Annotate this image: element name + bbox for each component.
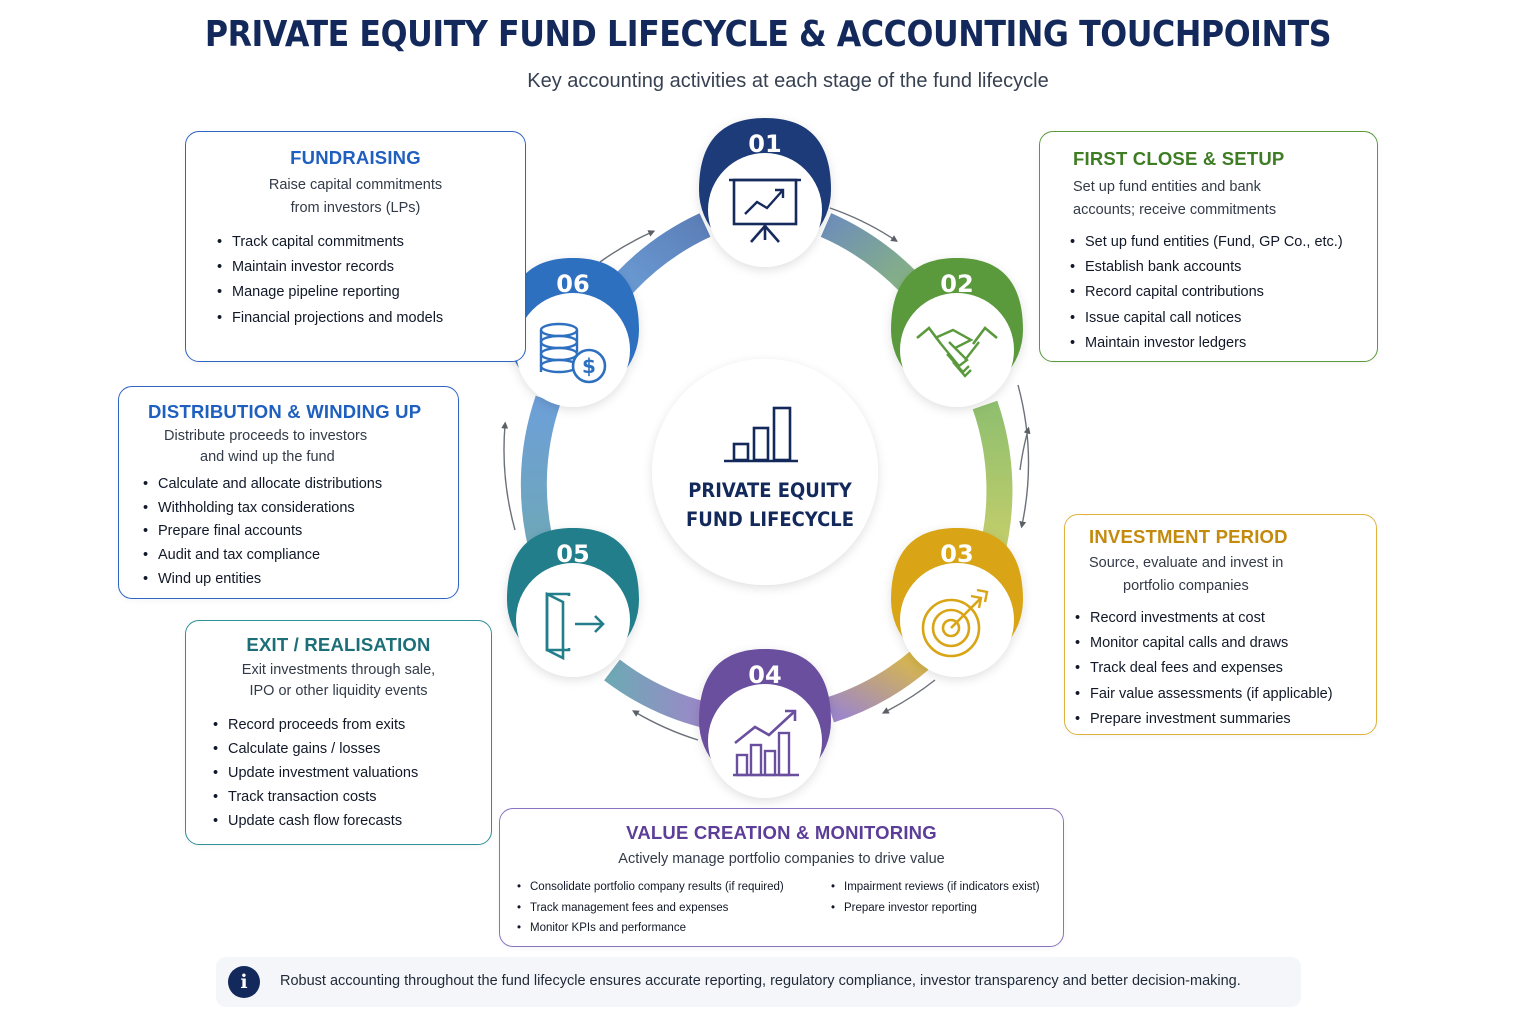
list-item: • Calculate and allocate distributions	[143, 473, 458, 497]
card-description	[1089, 552, 1376, 598]
stage-number: 02	[940, 270, 974, 298]
list-item: • Track transaction costs	[213, 785, 491, 809]
card-description-line: IPO or other liquidity events	[249, 683, 428, 699]
card-title: FUNDRAISING	[290, 147, 421, 168]
list-item: • Wind up entities	[143, 568, 458, 592]
info-banner	[216, 957, 1301, 1007]
card-description-line: Set up fund entities and bank	[1073, 179, 1261, 195]
card-description-line: Distribute proceeds to investors	[164, 428, 368, 444]
stage-number: 01	[748, 130, 782, 158]
stage-badge-02	[891, 258, 1023, 407]
badge-inner-circle	[708, 684, 822, 798]
list-item: • Track capital commitments	[217, 230, 525, 255]
stage-number: 05	[556, 540, 590, 568]
list-item: • Establish bank accounts	[1070, 255, 1377, 280]
center-label	[669, 476, 871, 534]
card-list	[1070, 230, 1377, 356]
list-item: • Manage pipeline reporting	[217, 280, 525, 305]
card-description-line: Raise capital commitments	[268, 177, 443, 193]
list-item: • Record proceeds from exits	[213, 713, 491, 737]
list-item: • Update investment valuations	[213, 761, 491, 785]
card-title: DISTRIBUTION & WINDING UP	[148, 401, 422, 422]
card-list	[213, 713, 491, 833]
list-item: • Track management fees and expenses	[517, 898, 831, 919]
card-title: INVESTMENT PERIOD	[1089, 526, 1288, 547]
arrow-2-3	[1018, 385, 1028, 525]
stage-badge-04	[699, 649, 831, 798]
list-item: • Issue capital call notices	[1070, 306, 1377, 331]
card-list	[517, 877, 831, 939]
stage-number: 03	[940, 540, 974, 568]
card-list	[217, 230, 525, 331]
list-item: • Monitor capital calls and draws	[1075, 631, 1376, 656]
badge-inner-circle	[900, 563, 1014, 677]
list-item: • Record investments at cost	[1075, 606, 1376, 631]
list-item: • Prepare investor reporting	[831, 898, 1040, 919]
card-description	[119, 426, 458, 468]
card-title: VALUE CREATION & MONITORING	[626, 822, 937, 843]
card-exit	[185, 620, 492, 845]
card-fundraising	[185, 131, 526, 362]
card-list	[1075, 606, 1376, 732]
ring-segment-3-4	[830, 660, 920, 710]
ring-segment-4-5	[612, 670, 705, 715]
list-item: • Consolidate portfolio company results (if required)	[517, 877, 831, 898]
page-subtitle: Key accounting activities at each stage of the fund lifecycle	[527, 70, 1049, 92]
list-item: • Track deal fees and expenses	[1075, 656, 1376, 681]
list-item: • Audit and tax compliance	[143, 544, 458, 568]
card-description: Actively manage portfolio companies to drive value	[618, 851, 945, 867]
list-item: • Financial projections and models	[217, 306, 525, 331]
card-list-columns	[517, 877, 1063, 939]
center-circle	[652, 359, 878, 585]
stage-number: 06	[556, 270, 590, 298]
card-description	[186, 660, 491, 702]
list-item: • Monitor KPIs and performance	[517, 918, 831, 939]
list-item: • Withholding tax considerations	[143, 497, 458, 521]
card-description	[186, 174, 525, 220]
stage-badge-01	[699, 118, 831, 267]
center-label-line1: PRIVATE EQUITY	[688, 479, 852, 502]
card-first-close	[1039, 131, 1378, 362]
arrow-5-6	[504, 425, 515, 530]
card-description-line: and wind up the fund	[200, 449, 335, 465]
list-item: • Set up fund entities (Fund, GP Co., etc.)	[1070, 230, 1377, 255]
list-item: • Maintain investor records	[217, 255, 525, 280]
stage-badge-05	[507, 528, 639, 677]
card-description	[1073, 176, 1377, 222]
list-item: • Fair value assessments (if applicable)	[1075, 682, 1376, 707]
card-description-line: portfolio companies	[1123, 578, 1249, 594]
list-item: • Record capital contributions	[1070, 280, 1377, 305]
list-item: • Calculate gains / losses	[213, 737, 491, 761]
card-investment-period	[1064, 514, 1377, 735]
list-item: • Maintain investor ledgers	[1070, 331, 1377, 356]
card-description-line: Exit investments through sale,	[241, 662, 436, 678]
card-description-line: accounts; receive commitments	[1073, 202, 1277, 218]
list-item: • Prepare investment summaries	[1075, 707, 1376, 732]
list-item: • Impairment reviews (if indicators exist)	[831, 877, 1040, 898]
card-description-line: Source, evaluate and invest in	[1089, 555, 1284, 571]
info-icon: i	[228, 966, 260, 998]
list-item: • Update cash flow forecasts	[213, 809, 491, 833]
page-title: PRIVATE EQUITY FUND LIFECYCLE & ACCOUNTING TOUCHPOINTS	[204, 14, 1332, 55]
arrow-2-3b	[1020, 430, 1028, 470]
svg-text:$: $	[582, 354, 596, 378]
card-list	[143, 473, 458, 592]
center-label-line2: FUND LIFECYCLE	[686, 508, 854, 531]
stage-number: 04	[748, 661, 782, 689]
badge-inner-circle	[516, 563, 630, 677]
list-item: • Prepare final accounts	[143, 520, 458, 544]
card-title: EXIT / REALISATION	[246, 634, 431, 655]
card-description-line: from investors (LPs)	[290, 200, 421, 216]
info-text: Robust accounting throughout the fund lifecycle ensures accurate reporting, regulatory compliance, investor transparency and better decision-making.	[280, 973, 1241, 989]
stage-badge-06	[507, 258, 639, 407]
badge-inner-circle	[708, 153, 822, 267]
card-value-creation	[499, 808, 1064, 947]
card-list	[831, 877, 1040, 939]
card-distribution	[118, 386, 459, 599]
card-title: FIRST CLOSE & SETUP	[1073, 148, 1285, 169]
